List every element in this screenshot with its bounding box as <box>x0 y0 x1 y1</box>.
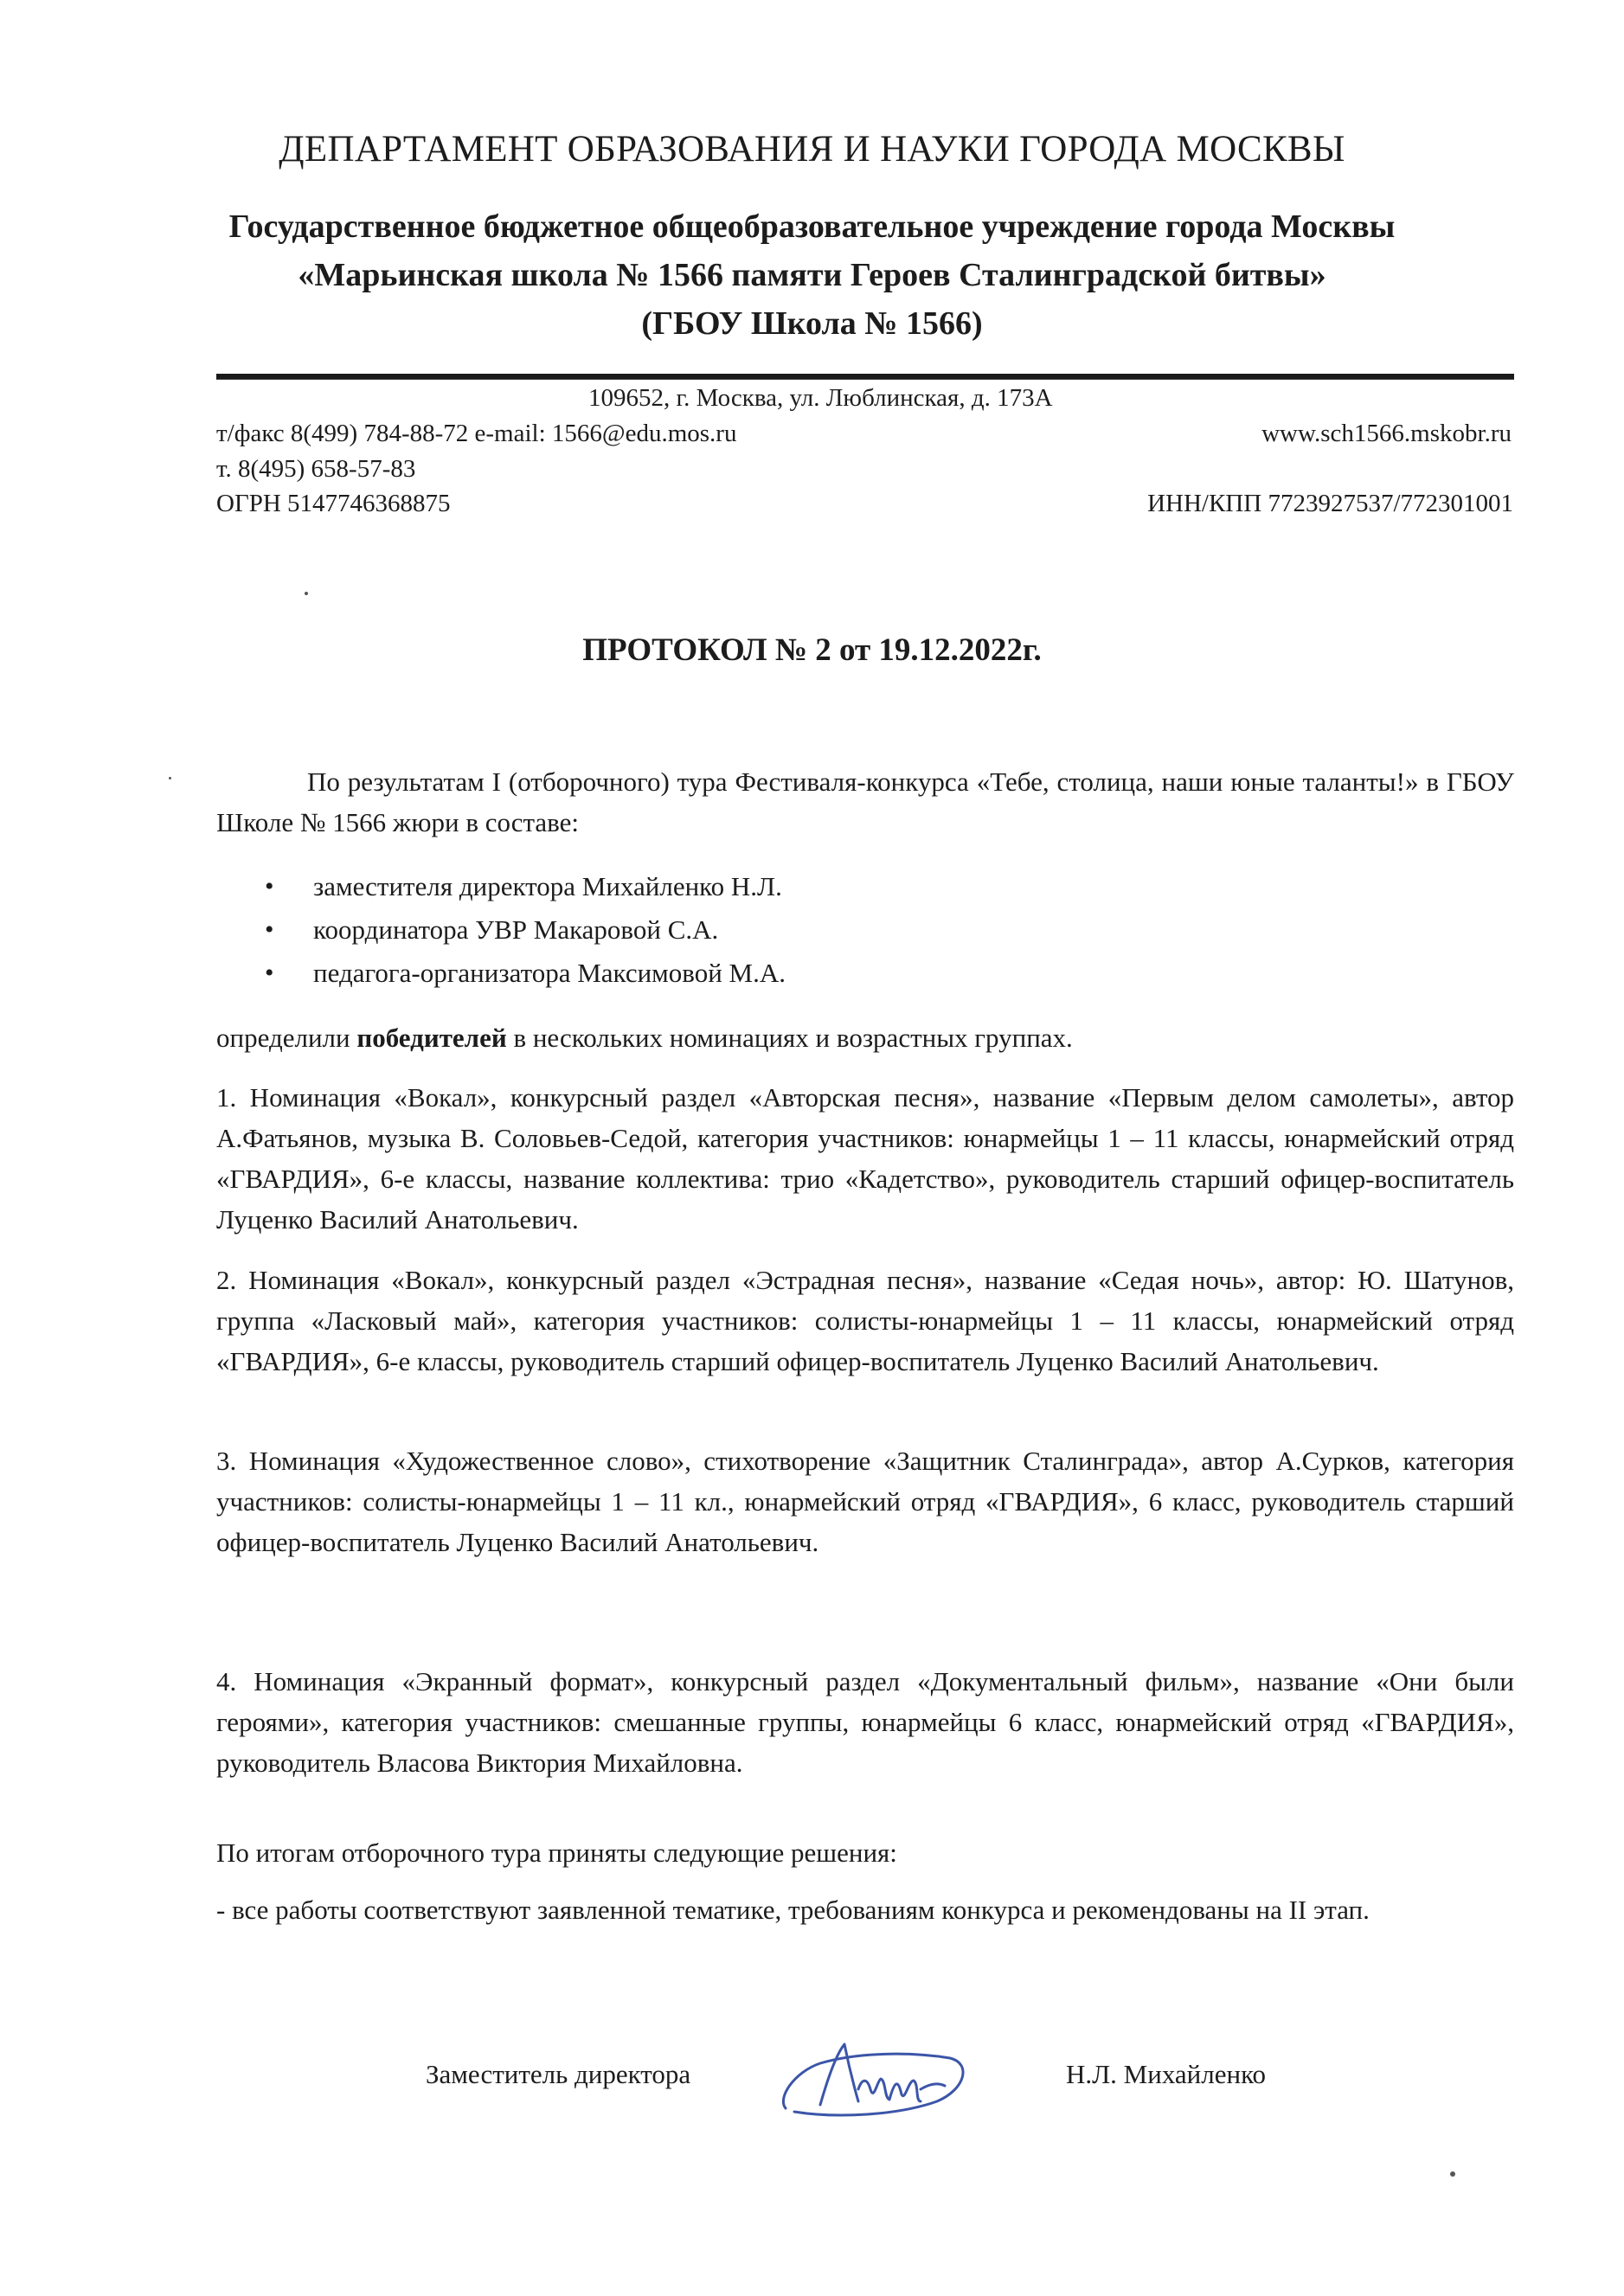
ogrn-number: ОГРН 5147746368875 <box>216 490 451 517</box>
winners-statement <box>216 1017 1514 1058</box>
inn-kpp-number: ИНН/КПП 7723927537/772301001 <box>1147 490 1513 517</box>
signatory-position: Заместитель директора <box>426 2059 691 2089</box>
jury-member: • координатора УВР Макаровой С.А. <box>260 908 786 952</box>
organization-name-line1: Государственное бюджетное общеобразовательное учреждение города Москвы <box>228 208 1396 245</box>
nomination-paragraph: 4. Номинация «Экранный формат», конкурсный раздел «Документальный фильм», название «Они были героями», категория участников: смешанные группы, юнармейцы 6 класс, юнармейский отряд «ГВАРДИЯ», руководитель Власова Виктория Михайловна. <box>216 1666 1514 1778</box>
header-divider <box>216 374 1514 380</box>
intro-paragraph: По результатам I (отборочного) тура Фестиваля-конкурса «Тебе, столица, наши юные таланты!» в ГБОУ Школе № 1566 жюри в составе: <box>216 766 1514 837</box>
decision-text: - все работы соответствуют заявленной тематике, требованиям конкурса и рекомендованы на II этап. <box>216 1895 1370 1925</box>
organization-name-line2: «Марьинская школа № 1566 памяти Героев Сталинградской битвы» <box>298 257 1326 293</box>
nomination-paragraph: 2. Номинация «Вокал», конкурсный раздел «Эстрадная песня», название «Седая ночь», автор: Ю. Шатунов, группа «Ласковый май», категория участников: солисты-юнармейцы 1 – 11 классы, юнармейский отряд «ГВАРДИЯ», 6-е классы, руководитель старший офицер-воспитатель Луценко Василий Анатольевич. <box>216 1265 1514 1376</box>
scan-speck <box>169 777 171 779</box>
signatory-name: Н.Л. Михайленко <box>1066 2059 1267 2089</box>
scan-speck <box>1450 2171 1455 2177</box>
phone-secondary: т. 8(495) 658-57-83 <box>216 455 416 483</box>
nomination-paragraph: 3. Номинация «Художественное слово», стихотворение «Защитник Сталинграда», автор А.Сурков, категория участников: солисты-юнармейцы 1 – 11 кл., юнармейский отряд «ГВАРДИЯ», 6 класс, руководитель старший офицер-воспитатель Луценко Василий Анатольевич. <box>216 1446 1514 1557</box>
jury-member: • педагога-организатора Максимовой М.А. <box>260 952 786 995</box>
website: www.sch1566.mskobr.ru <box>1261 420 1512 447</box>
organization-short-name: (ГБОУ Школа № 1566) <box>641 305 983 342</box>
protocol-title: ПРОТОКОЛ № 2 от 19.12.2022г. <box>582 632 1042 668</box>
results-heading: По итогам отборочного тура приняты следующие решения: <box>216 1837 897 1868</box>
postal-address: 109652, г. Москва, ул. Люблинская, д. 173А <box>588 384 1053 412</box>
winners-statement-start: определили <box>216 1023 357 1053</box>
handwritten-signature <box>760 2029 976 2124</box>
winners-word: победителей <box>356 1023 507 1053</box>
phone-fax-email: т/факс 8(499) 784-88-72 e-mail: 1566@edu.mos.ru <box>216 420 737 447</box>
jury-list <box>260 865 786 995</box>
nomination-paragraph: 1. Номинация «Вокал», конкурсный раздел «Авторская песня», название «Первым делом самолеты», автор А.Фатьянов, музыка В. Соловьев-Седой, категория участников: юнармейцы 1 – 11 классы, юнармейский отряд «ГВАРДИЯ», 6-е классы, название коллектива: трио «Кадетство», руководитель старший офицер-воспитатель Луценко Василий Анатольевич. <box>216 1082 1514 1235</box>
jury-member: • заместителя директора Михайленко Н.Л. <box>260 865 786 908</box>
department-heading: ДЕПАРТАМЕНТ ОБРАЗОВАНИЯ И НАУКИ ГОРОДА МОСКВЫ <box>279 129 1345 170</box>
winners-statement-end: в нескольких номинациях и возрастных группах. <box>506 1023 1073 1053</box>
scan-speck <box>305 592 308 595</box>
